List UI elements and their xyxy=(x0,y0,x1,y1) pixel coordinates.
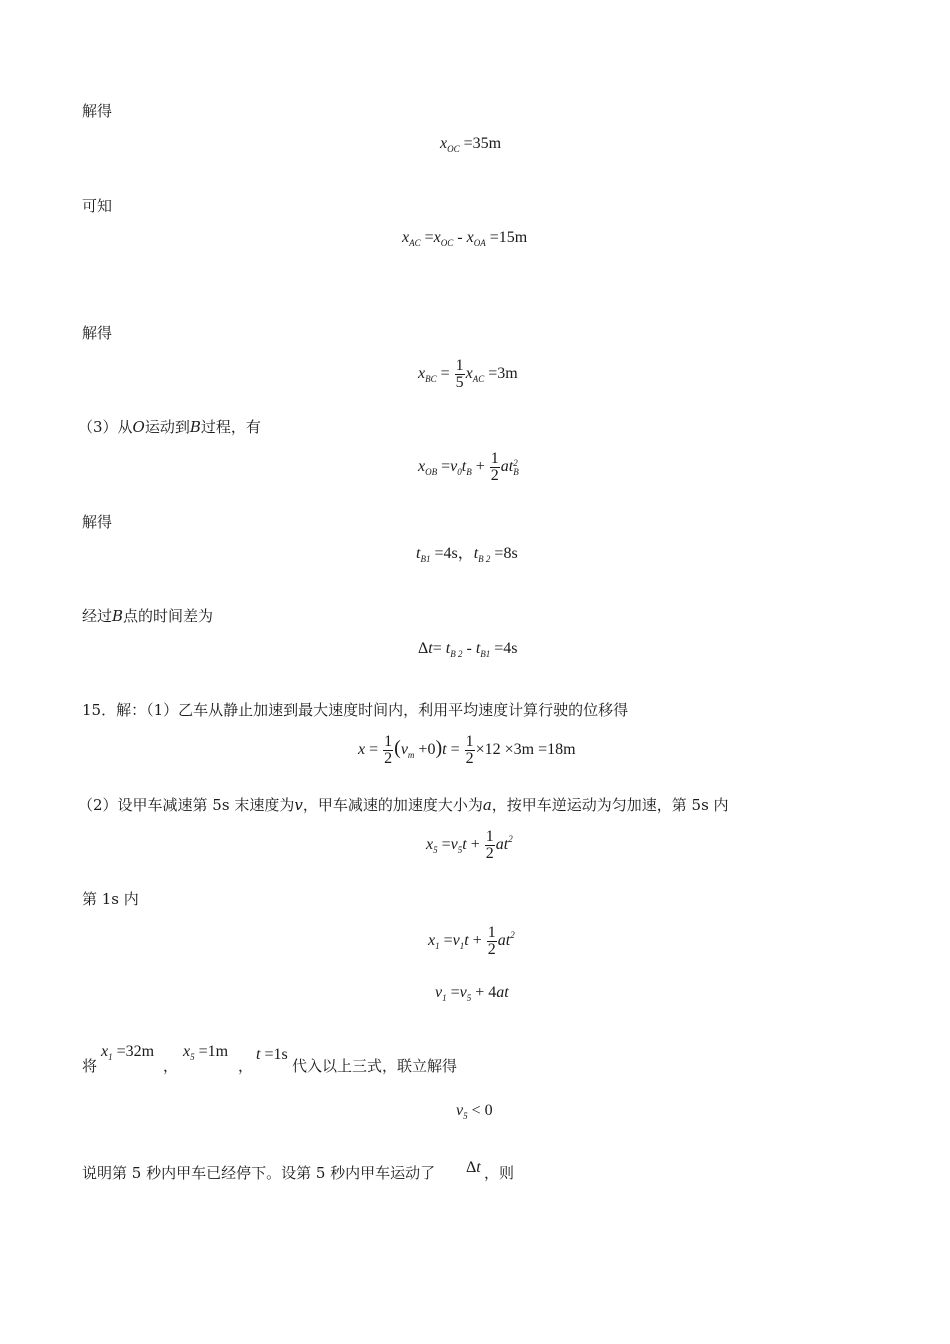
equation: $\Delta t= t_{B 2} - t_{B1} =4s$ xyxy=(418,640,518,659)
equation: $x_5 =v_5t$ + $\frac{1}{2}$ $at^2$ xyxy=(426,828,513,862)
text-line: 经过B点的时间差为 xyxy=(82,607,214,625)
text-line: （2）设甲车减速第 5s 末速度为v，甲车减速的加速度大小为a，按甲车逆运动为匀加速，第 5s 内 xyxy=(78,796,729,814)
fraction: $\frac{1}{2}$ xyxy=(490,450,499,484)
equation: $x_{AC} =x_{OC} - x_{OA} =15m$ xyxy=(402,229,528,248)
text-line: （3）从O运动到B过程，有 xyxy=(78,418,261,436)
text-line: 解得 xyxy=(82,513,113,531)
text-line: ， xyxy=(163,1057,179,1075)
text-line: 解得 xyxy=(82,102,113,120)
text-line: 将 xyxy=(82,1057,98,1075)
inline-math: t =1s xyxy=(256,1046,288,1063)
text-line: 代入以上三式，联立解得 xyxy=(292,1057,458,1075)
inline-math: Δt xyxy=(466,1159,481,1176)
equation: $x_{BC}$ = $\frac{1}{5}$ $x_{AC} =3m$ xyxy=(418,357,518,391)
inline-math: $x_1 =32m$ xyxy=(101,1043,155,1062)
text-line: 15．解：（1）乙车从静止加速到最大速度时间内，利用平均速度计算行驶的位移得 xyxy=(82,701,629,719)
equation: $v_5 < 0$ xyxy=(456,1102,493,1121)
text-line: 解得 xyxy=(82,324,113,342)
inline-math: $x_5 =1m$ xyxy=(183,1043,229,1062)
text-line: ，则 xyxy=(484,1164,515,1182)
equation: $x_{OB} =v_0t_B$ + $\frac{1}{2}$ at 2 B xyxy=(418,450,519,484)
equation: $x_1 =v_1t$ + $\frac{1}{2}$ $at^2$ xyxy=(428,924,515,958)
equation: x = $\frac{1}{2}$ $(v_m +0)t$ = $\frac{1}{2}$ ×12 ×3m =18m xyxy=(358,733,576,767)
equation: $v_1 =v_5 + 4at$ xyxy=(435,984,509,1003)
fraction: $\frac{1}{2}$ xyxy=(384,733,393,767)
fraction: $\frac{1}{2}$ xyxy=(485,828,494,862)
text-line: 第 1s 内 xyxy=(82,890,139,908)
fraction: $\frac{1}{5}$ xyxy=(455,357,464,391)
equation: $t_{B1} =4s$，$t_{B 2} =8s$ xyxy=(416,545,518,564)
text-line: 可知 xyxy=(82,197,113,215)
text-line: 说明第 5 秒内甲车已经停下。设第 5 秒内甲车运动了 xyxy=(82,1164,436,1182)
fraction: $\frac{1}{2}$ xyxy=(487,924,496,958)
text-line: ， xyxy=(238,1057,254,1075)
equation: $x_{OC} =35m$ xyxy=(440,135,502,154)
fraction: $\frac{1}{2}$ xyxy=(465,733,474,767)
